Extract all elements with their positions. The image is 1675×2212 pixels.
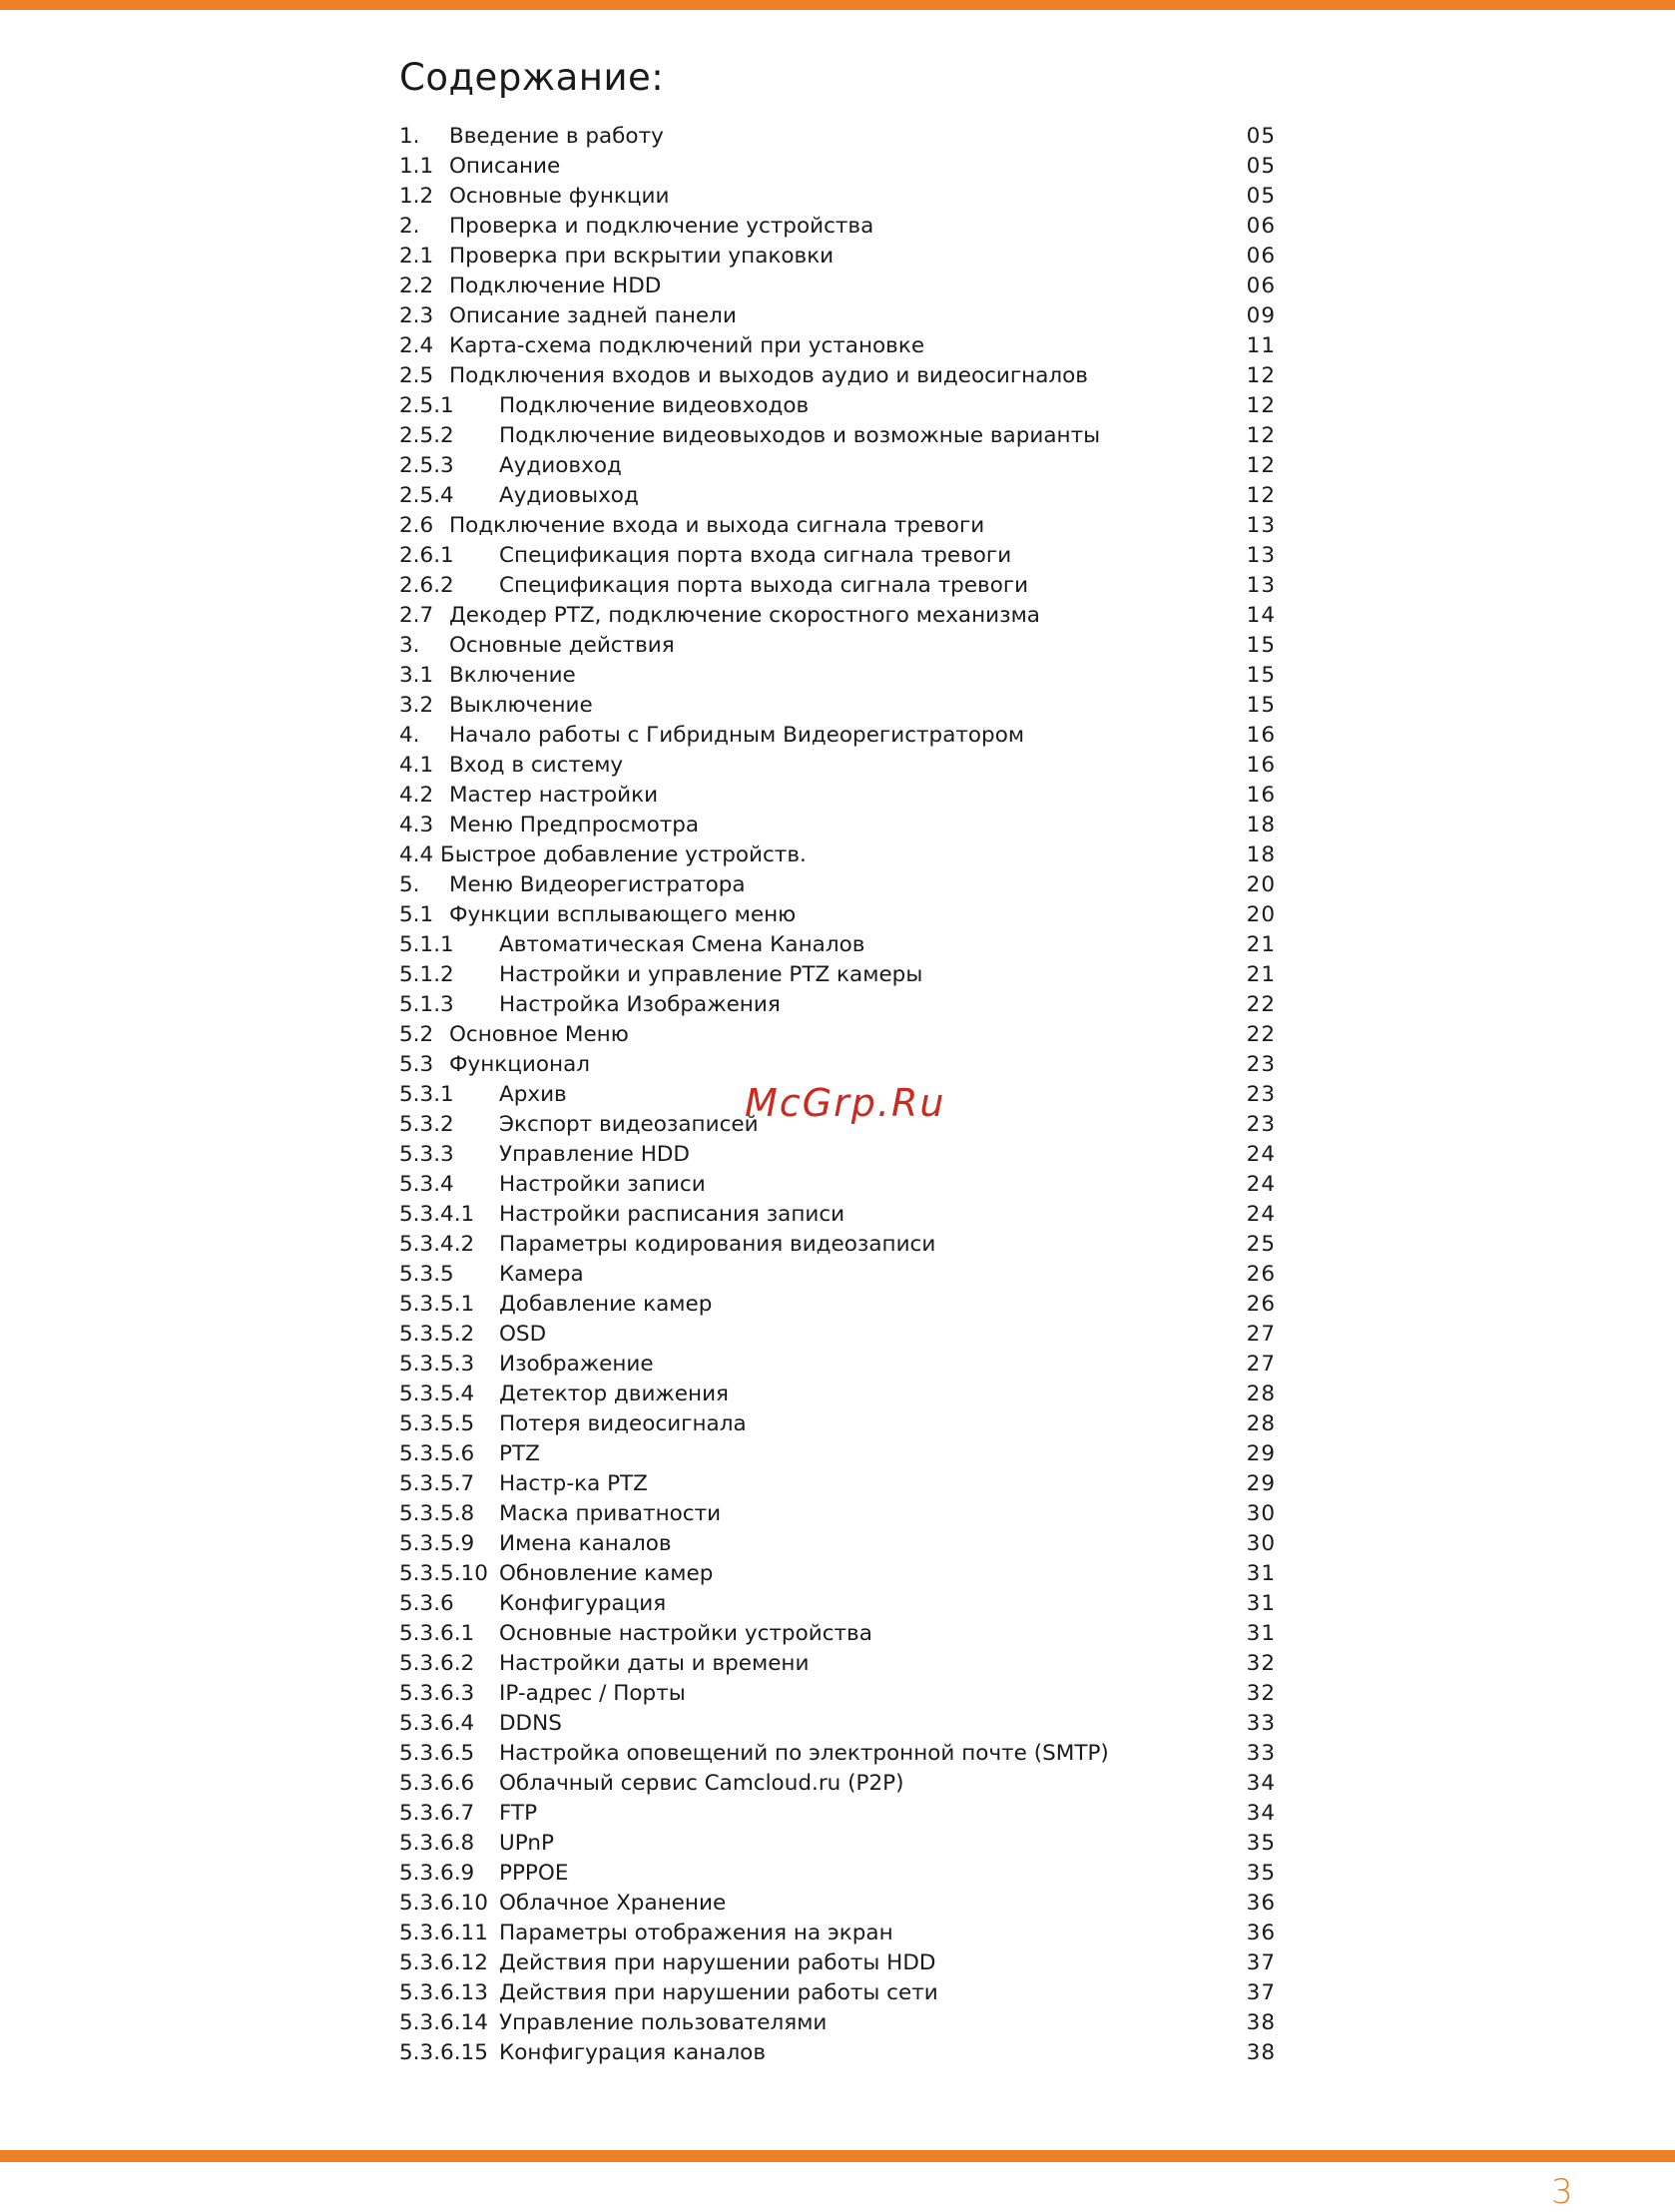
toc-entry-label: Выключение [449,693,593,718]
toc-entry-page: 31 [1246,1561,1276,1586]
toc-entry[interactable] [399,691,1276,721]
toc-entry-number: 2.5.3 [399,453,454,478]
toc-entry[interactable] [399,1709,1276,1739]
toc-entry[interactable] [399,1919,1276,1948]
toc-entry-number: 5.3.5 [399,1262,454,1287]
toc-entry-label: Проверка при вскрытии упаковки [449,244,835,269]
toc-entry[interactable] [399,1320,1276,1350]
toc-entry-number: 2.6.1 [399,543,454,568]
toc-entry-label: Подключение видеовыходов и возможные варианты [499,423,1101,448]
toc-entry-label: Описание [449,154,561,179]
toc-entry-number: 5.3.6.12 [399,1950,488,1975]
toc-entry-page: 05 [1246,184,1276,209]
toc-entry[interactable] [399,1050,1276,1080]
toc-entry-label: Основные действия [449,633,675,658]
toc-entry-label: Детектор движения [499,1382,729,1406]
toc-entry[interactable] [399,2008,1276,2038]
toc-entry-label: Архив [499,1082,567,1107]
toc-entry-number: 5.3.5.9 [399,1531,475,1556]
toc-entry[interactable] [399,661,1276,691]
toc-entry-page: 12 [1246,423,1276,448]
toc-entry-label: Управление пользователями [499,2010,828,2035]
toc-entry-label: Маска приватности [499,1501,722,1526]
toc-entry[interactable] [399,272,1276,301]
top-accent-bar [0,0,1675,10]
toc-entry-page: 27 [1246,1322,1276,1347]
toc-entry-label: Включение [449,663,576,688]
toc-entry-number: 1. [399,124,420,149]
watermark: McGrp.Ru [745,1081,946,1125]
toc-entry-number: 5.1.3 [399,992,454,1017]
toc-entry-page: 23 [1246,1082,1276,1107]
toc-entry-label: Настройка Изображения [499,992,781,1017]
toc-entry[interactable] [399,421,1276,451]
toc-entry-number: 2.4 [399,333,434,358]
toc-entry-page: 25 [1246,1232,1276,1257]
toc-entry-label: Функционал [449,1052,591,1077]
toc-entry-number: 5.3.6.2 [399,1651,475,1676]
toc-entry-label: Вход в систему [449,753,624,778]
toc-entry-page: 28 [1246,1382,1276,1406]
toc-entry-label: Управление HDD [499,1142,690,1167]
toc-entry[interactable] [399,481,1276,511]
toc-entry-number: 5.3.6.13 [399,1980,488,2005]
toc-entry-label: Карта-схема подключений при установке [449,333,925,358]
toc-entry[interactable] [399,631,1276,661]
toc-entry-page: 12 [1246,393,1276,418]
toc-entry-label: Основное Меню [449,1022,629,1047]
toc-entry-page: 15 [1246,663,1276,688]
toc-entry-page: 26 [1246,1262,1276,1287]
toc-entry[interactable] [399,840,1276,870]
toc-entry[interactable] [399,1499,1276,1529]
toc-entry[interactable] [399,751,1276,781]
toc-entry-page: 15 [1246,633,1276,658]
toc-entry-number: 5.3.6 [399,1591,454,1616]
toc-entry-number: 5.3.5.4 [399,1382,475,1406]
toc-entry-label: OSD [499,1322,547,1347]
toc-entry[interactable] [399,1619,1276,1649]
toc-entry-label: Проверка и подключение устройства [449,214,874,239]
toc-entry-label: Функции всплывающего меню [449,902,797,927]
toc-entry-number: 2.5.2 [399,423,454,448]
toc-entry-number: 5.3.6.11 [399,1921,488,1945]
toc-entry[interactable] [399,1380,1276,1409]
toc-entry[interactable] [399,1350,1276,1380]
toc-entry-label: Конфигурация каналов [499,2040,767,2065]
toc-entry-page: 38 [1246,2010,1276,2035]
toc-entry-number: 4.2 [399,783,434,808]
toc-entry-number: 5.3.6.9 [399,1861,475,1886]
toc-entry[interactable] [399,1529,1276,1559]
toc-entry-page: 24 [1246,1142,1276,1167]
toc-entry-label: Подключение видеовходов [499,393,810,418]
toc-entry[interactable] [399,721,1276,751]
toc-entry-page: 06 [1246,244,1276,269]
toc-entry[interactable] [399,1679,1276,1709]
toc-entry-number: 2.5.1 [399,393,454,418]
toc-entry[interactable] [399,541,1276,571]
toc-entry-number: 5.3.2 [399,1112,454,1137]
toc-entry-page: 26 [1246,1292,1276,1317]
toc-entry-number: 5. [399,872,420,897]
toc-entry-page: 14 [1246,603,1276,628]
toc-entry[interactable] [399,1859,1276,1889]
toc-entry-label: Меню Видеорегистратора [449,872,746,897]
toc-entry[interactable] [399,2038,1276,2068]
toc-entry[interactable] [399,1889,1276,1919]
toc-entry-page: 21 [1246,962,1276,987]
toc-entry-number: 5.3.5.1 [399,1292,475,1317]
toc-entry-label: Экспорт видеозаписей [499,1112,759,1137]
toc-entry-page: 31 [1246,1591,1276,1616]
toc-entry-page: 21 [1246,932,1276,957]
toc-entry-page: 34 [1246,1801,1276,1826]
toc-entry-page: 28 [1246,1411,1276,1436]
toc-entry-number: 4. [399,723,420,748]
toc-entry-page: 23 [1246,1052,1276,1077]
toc-entry-number: 2.7 [399,603,434,628]
toc-entry-page: 24 [1246,1172,1276,1197]
toc-entry[interactable] [399,391,1276,421]
toc-entry-page: 33 [1246,1741,1276,1766]
toc-entry-page: 34 [1246,1771,1276,1796]
toc-entry-page: 22 [1246,992,1276,1017]
toc-entry-number: 5.3.6.6 [399,1771,475,1796]
toc-entry-number: 5.3.6.14 [399,2010,488,2035]
page-title: Содержание: [399,56,665,99]
toc-entry-page: 24 [1246,1202,1276,1227]
toc-entry[interactable] [399,122,1276,152]
toc-entry-number: 2.6 [399,513,434,538]
toc-entry-page: 12 [1246,363,1276,388]
toc-entry[interactable] [399,1978,1276,2008]
toc-entry-page: 38 [1246,2040,1276,2065]
toc-entry-page: 20 [1246,902,1276,927]
toc-entry-label: Настройки даты и времени [499,1651,810,1676]
toc-entry-page: 18 [1246,842,1276,867]
toc-entry[interactable] [399,1200,1276,1230]
toc-entry-page: 06 [1246,214,1276,239]
page-number: 3 [1551,2172,1573,2212]
toc-entry-label: IP-адрес / Порты [499,1681,686,1706]
toc-entry-number: 5.3.5.3 [399,1352,475,1377]
toc-entry-label: Настройки расписания записи [499,1202,845,1227]
toc-entry-number: 5.3.5.8 [399,1501,475,1526]
toc-entry-page: 11 [1246,333,1276,358]
toc-entry-page: 05 [1246,124,1276,149]
toc-entry-page: 20 [1246,872,1276,897]
toc-entry-label: UPnP [499,1831,554,1856]
toc-entry[interactable] [399,1829,1276,1859]
toc-entry[interactable] [399,960,1276,990]
toc-entry-page: 29 [1246,1471,1276,1496]
bottom-accent-bar [0,2150,1675,2162]
toc-entry-number: 3. [399,633,420,658]
toc-entry-page: 36 [1246,1921,1276,1945]
toc-entry-label: Автоматическая Смена Каналов [499,932,865,957]
toc-entry[interactable] [399,511,1276,541]
toc-entry-number: 2.1 [399,244,434,269]
toc-entry-label: Изображение [499,1352,654,1377]
toc-entry-page: 23 [1246,1112,1276,1137]
toc-entry-number: 2.3 [399,303,434,328]
toc-entry-number: 2. [399,214,420,239]
toc-entry-number: 1.1 [399,154,434,179]
toc-entry[interactable] [399,1769,1276,1799]
toc-entry-number: 5.2 [399,1022,434,1047]
toc-entry-label: Подключения входов и выходов аудио и видеосигналов [449,363,1088,388]
toc-entry[interactable] [399,152,1276,182]
toc-entry-page: 15 [1246,693,1276,718]
toc-entry-number: 5.3.5.10 [399,1561,488,1586]
toc-entry-number: 5.3.5.6 [399,1441,475,1466]
toc-entry-label: Подключение HDD [449,274,662,298]
toc-entry-page: 33 [1246,1711,1276,1736]
toc-entry-number: 5.3.6.7 [399,1801,475,1826]
toc-entry[interactable] [399,212,1276,242]
toc-entry-label: Потеря видеосигнала [499,1411,747,1436]
toc-entry-number: 3.2 [399,693,434,718]
toc-entry[interactable] [399,811,1276,840]
toc-entry[interactable] [399,331,1276,361]
toc-entry[interactable] [399,301,1276,331]
toc-entry[interactable] [399,182,1276,212]
toc-entry-label: Спецификация порта выхода сигнала тревоги [499,573,1029,598]
toc-entry-number: 5.1 [399,902,434,927]
toc-entry-page: 27 [1246,1352,1276,1377]
toc-entry-number: 5.1.2 [399,962,454,987]
toc-entry-page: 05 [1246,154,1276,179]
toc-entry-label: Облачный сервис Camcloud.ru (P2P) [499,1771,904,1796]
toc-entry-label: Конфигурация [499,1591,667,1616]
toc-entry-label: Настройки записи [499,1172,706,1197]
toc-entry-number: 5.3.5.2 [399,1322,475,1347]
toc-entry-label: Основные настройки устройства [499,1621,872,1646]
toc-entry[interactable] [399,242,1276,272]
toc-entry[interactable] [399,601,1276,631]
toc-entry-number: 4.1 [399,753,434,778]
toc-entry-number: 5.3.4.1 [399,1202,475,1227]
toc-entry-page: 32 [1246,1681,1276,1706]
toc-entry-page: 16 [1246,753,1276,778]
toc-entry[interactable] [399,1948,1276,1978]
toc-entry[interactable] [399,361,1276,391]
toc-entry[interactable] [399,781,1276,811]
toc-entry[interactable] [399,1739,1276,1769]
toc-entry[interactable] [399,1589,1276,1619]
toc-entry-page: 29 [1246,1441,1276,1466]
toc-entry-number: 1.2 [399,184,434,209]
toc-entry-label: Аудиовход [499,453,622,478]
toc-entry-page: 30 [1246,1501,1276,1526]
toc-entry-page: 22 [1246,1022,1276,1047]
toc-entry[interactable] [399,1260,1276,1290]
toc-entry-label: Введение в работу [449,124,664,149]
toc-entry[interactable] [399,1409,1276,1439]
toc-entry-number: 5.3.6.15 [399,2040,488,2065]
toc-entry[interactable] [399,1140,1276,1170]
toc-entry-number: 5.1.1 [399,932,454,957]
toc-entry[interactable] [399,1020,1276,1050]
toc-entry[interactable] [399,571,1276,601]
toc-entry-page: 12 [1246,453,1276,478]
toc-entry-page: 32 [1246,1651,1276,1676]
toc-entry-page: 35 [1246,1861,1276,1886]
toc-entry-label: Начало работы с Гибридным Видеорегистратором [449,723,1025,748]
toc-entry-label: Добавление камер [499,1292,713,1317]
toc-entry-label: Настройка оповещений по электронной почте (SMTP) [499,1741,1109,1766]
toc-entry-label: Камера [499,1262,584,1287]
toc-entry-number: 5.3.4.2 [399,1232,475,1257]
toc-entry-label: Мастер настройки [449,783,659,808]
toc-entry-page: 13 [1246,513,1276,538]
toc-entry-label: Обновление камер [499,1561,714,1586]
toc-entry-label: Параметры отображения на экран [499,1921,893,1945]
toc-entry-page: 13 [1246,543,1276,568]
toc-entry-label: Действия при нарушении работы сети [499,1980,938,2005]
toc-entry-page: 36 [1246,1891,1276,1916]
toc-entry[interactable] [399,870,1276,900]
toc-entry-page: 31 [1246,1621,1276,1646]
toc-entry[interactable] [399,1230,1276,1260]
toc-entry[interactable] [399,1439,1276,1469]
toc-entry-number: 5.3.6.8 [399,1831,475,1856]
toc-entry-page: 06 [1246,274,1276,298]
toc-entry[interactable] [399,1170,1276,1200]
toc-entry[interactable] [399,900,1276,930]
toc-entry-number: 3.1 [399,663,434,688]
toc-entry-page: 18 [1246,813,1276,837]
toc-entry-page: 35 [1246,1831,1276,1856]
toc-entry-number: 5.3.5.7 [399,1471,475,1496]
toc-entry-label: Подключение входа и выхода сигнала тревоги [449,513,985,538]
toc-entry-number: 5.3.5.5 [399,1411,475,1436]
toc-entry-page: 30 [1246,1531,1276,1556]
toc-entry[interactable] [399,451,1276,481]
toc-entry-number: 5.3.6.3 [399,1681,475,1706]
toc-entry-label: Декодер PTZ, подключение скоростного механизма [449,603,1040,628]
toc-entry-number: 5.3.3 [399,1142,454,1167]
toc-entry[interactable] [399,1649,1276,1679]
toc-entry-number: 5.3.6.4 [399,1711,475,1736]
toc-entry-number: 5.3 [399,1052,434,1077]
toc-entry[interactable] [399,1799,1276,1829]
toc-entry-label: Действия при нарушении работы HDD [499,1950,936,1975]
toc-entry-label: FTP [499,1801,538,1826]
toc-entry-label: DDNS [499,1711,562,1736]
toc-entry-label: PTZ [499,1441,540,1466]
toc-entry-label: Основные функции [449,184,670,209]
toc-entry-page: 13 [1246,573,1276,598]
toc-entry-number: 5.3.6.1 [399,1621,475,1646]
toc-entry-label: Настройки и управление PTZ камеры [499,962,923,987]
toc-entry[interactable] [399,1559,1276,1589]
toc-entry-number: 2.2 [399,274,434,298]
toc-entry-page: 16 [1246,783,1276,808]
toc-entry-label: PPPOE [499,1861,569,1886]
toc-entry[interactable] [399,1290,1276,1320]
toc-entry[interactable] [399,930,1276,960]
toc-entry-number: 2.5 [399,363,434,388]
toc-entry-number: 5.3.1 [399,1082,454,1107]
toc-entry-page: 16 [1246,723,1276,748]
toc-entry-label: 4.4 Быстрое добавление устройств. [399,842,807,867]
toc-entry-label: Имена каналов [499,1531,672,1556]
toc-entry-label: Параметры кодирования видеозаписи [499,1232,936,1257]
toc-entry[interactable] [399,990,1276,1020]
toc-entry-label: Аудиовыход [499,483,639,508]
toc-entry-page: 09 [1246,303,1276,328]
toc-entry-number: 5.3.6.10 [399,1891,488,1916]
toc-entry-label: Облачное Хранение [499,1891,727,1916]
toc-entry-number: 2.6.2 [399,573,454,598]
toc-entry-number: 5.3.4 [399,1172,454,1197]
toc-entry-label: Настр-ка PTZ [499,1471,648,1496]
toc-entry-page: 37 [1246,1950,1276,1975]
toc-entry-page: 12 [1246,483,1276,508]
toc-entry-number: 2.5.4 [399,483,454,508]
toc-entry-label: Спецификация порта входа сигнала тревоги [499,543,1012,568]
toc-entry-label: Описание задней панели [449,303,737,328]
toc-entry-number: 5.3.6.5 [399,1741,475,1766]
toc-entry-number: 4.3 [399,813,434,837]
toc-entry[interactable] [399,1469,1276,1499]
toc-entry-label: Меню Предпросмотра [449,813,700,837]
toc-entry-page: 37 [1246,1980,1276,2005]
